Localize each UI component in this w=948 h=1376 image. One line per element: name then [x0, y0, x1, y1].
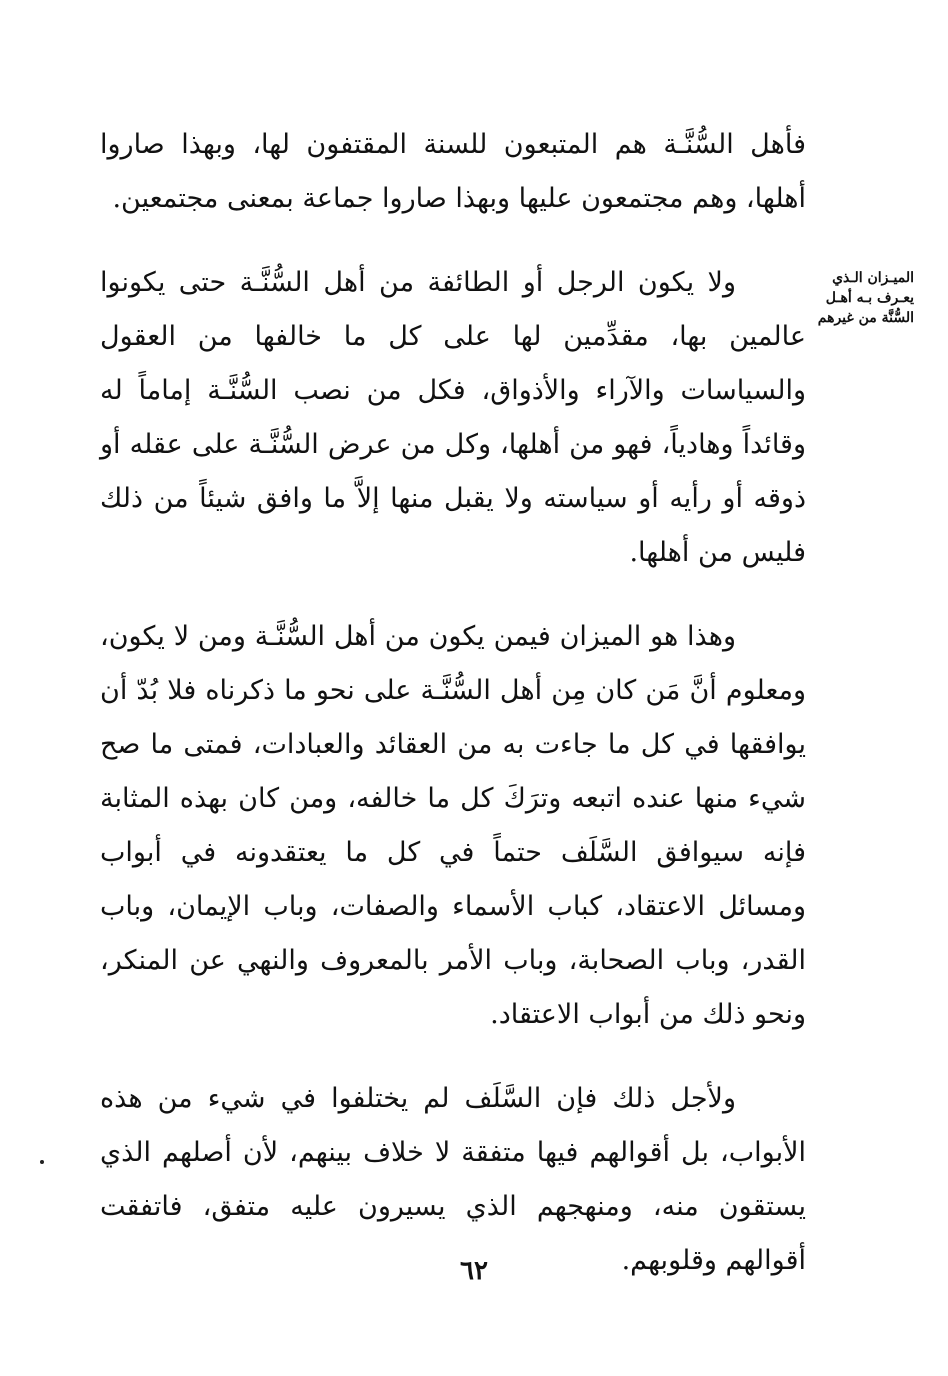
paragraph: فأهل السُّنَّـة هم المتبعون للسنة المقتفون لها، وبهذا صاروا أهلها، وهم مجتمعون عليها وبهذا صاروا جماعة بمعنى مجتمعين. [100, 129, 806, 214]
margin-note-line: يعـرف بـه أهـل [825, 290, 914, 306]
page-number: ٦٢ [460, 1256, 488, 1286]
margin-note [814, 268, 914, 328]
margin-note-line: الميـزان الـذي [832, 270, 914, 286]
main-text [100, 118, 806, 1288]
paragraph: ولا يكون الرجل أو الطائفة من أهل السُّنَّـة حتى يكونوا عالمين بها، مقدِّمين لها على كل ما خالفها من العقول والسياسات والآراء والأذواق، فكل من نصب السُّنَّـة إماماً له وقائداً وهادياً، فهو من أهلها، وكل من عرض السُّنَّـة على عقله أو ذوقه أو رأيه أو سياسته ولا يقبل منها إلاَّ ما وافق شيئاً من ذلك فليس من أهلها. [100, 267, 806, 568]
paragraph: وهذا هو الميزان فيمن يكون من أهل السُّنَّـة ومن لا يكون، ومعلوم أنَّ مَن كان مِن أهل السُّنَّـة على نحو ما ذكرناه فلا بُدّ أن يوافقها في كل ما جاءت به من العقائد والعبادات، فمتى ما صح شيء منها عنده اتبعه وترَكَ كل ما خالفه، ومن كان بهذه المثابة فإنه سيوافق السَّلَف حتماً في كل ما يعتقدونه في أبواب ومسائل الاعتقاد، كباب الأسماء والصفات، وباب الإيمان، وباب القدر، وباب الصحابة، وباب الأمر بالمعروف والنهي عن المنكر، ونحو ذلك من أبواب الاعتقاد. [100, 621, 806, 1030]
paragraph: ولأجل ذلك فإن السَّلَف لم يختلفوا في شيء من هذه الأبواب، بل أقوالهم فيها متفقة لا خلاف بينهم، لأن أصلهم الذي يستقون منه، ومنهجهم الذي يسيرون عليه متفق، فاتفقت أقوالهم وقلوبهم. [100, 1083, 806, 1276]
margin-note-line: السُّنَّة من غيرهم [817, 310, 914, 326]
scan-dot [40, 1160, 44, 1164]
